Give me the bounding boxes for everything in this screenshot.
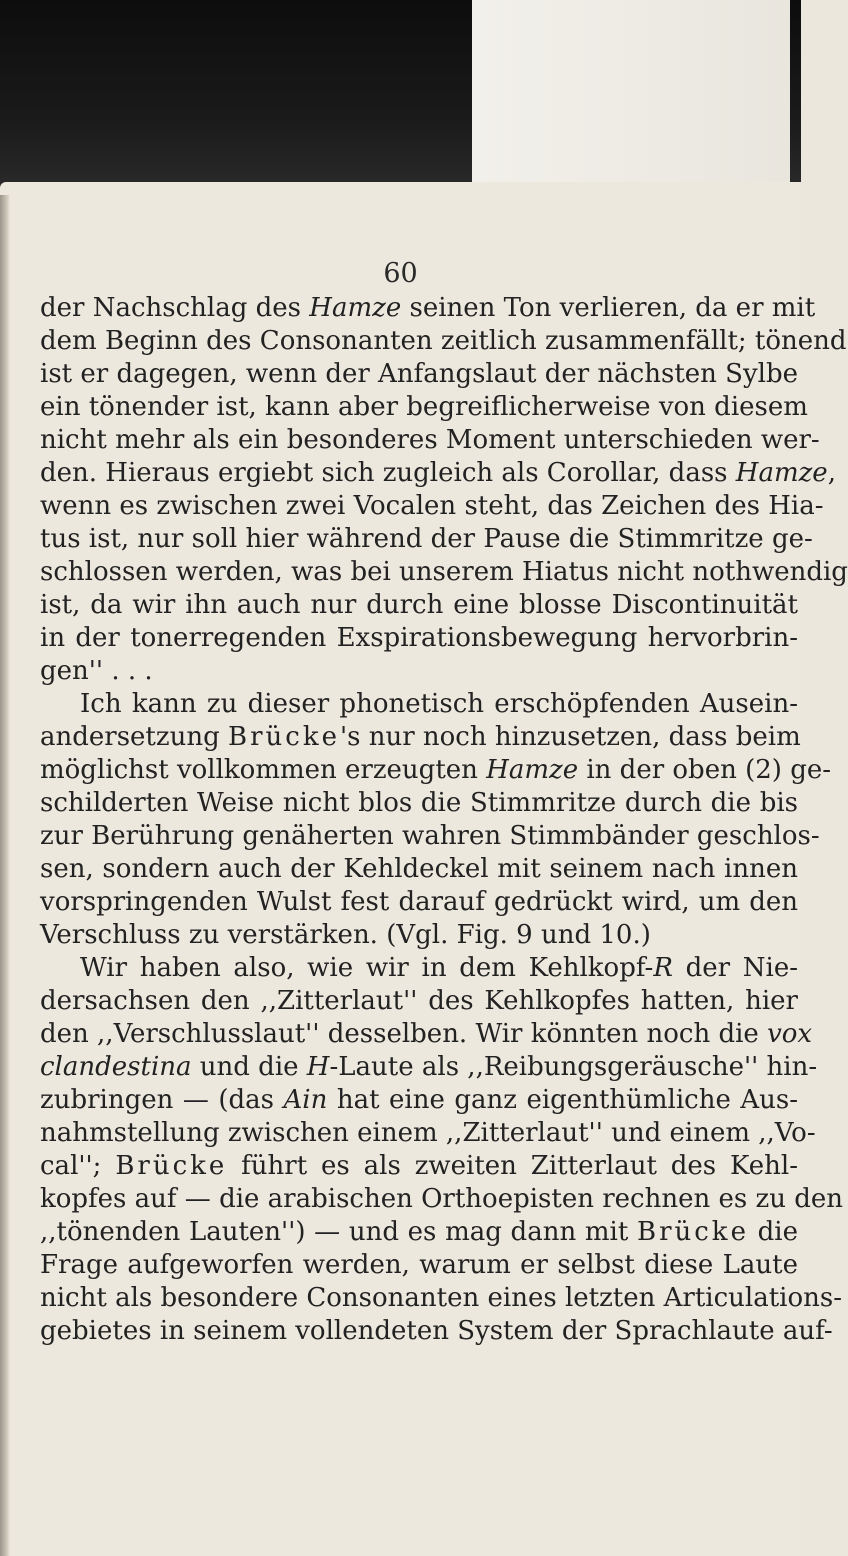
text-line [40, 292, 816, 325]
italic-term: H [306, 1052, 330, 1082]
text-line [40, 1084, 798, 1117]
text-line [40, 1282, 843, 1315]
italic-term: vox [767, 1019, 813, 1049]
spaced-name: Brücke [636, 1217, 749, 1247]
text-segment: , [827, 458, 836, 488]
text-segment: in der oben (2) ge- [578, 755, 832, 785]
text-segment: Verschluss zu verstärken. (Vgl. Fig. 9 und 10.) [40, 920, 651, 950]
text-segment: -Laute als ,,Reibungsgeräusche'' hin- [329, 1052, 818, 1082]
text-segment: seinen Ton verlieren, da er mit [401, 293, 816, 323]
text-segment: Frage aufgeworfen werden, warum er selbst diese Laute [40, 1250, 798, 1280]
text-segment: schlossen werden, was bei unserem Hiatus nicht nothwendig [40, 557, 848, 587]
spaced-name: Brücke [227, 722, 340, 752]
text-segment: ein tönender ist, kann aber begreiflicherweise von diesem [40, 392, 808, 422]
text-line [40, 325, 847, 358]
text-segment: der Nie- [672, 953, 798, 983]
text-segment: den. Hieraus ergiebt sich zugleich als Corollar, dass [40, 458, 736, 488]
text-segment: den ,,Verschlusslaut'' desselben. Wir könnten noch die [40, 1019, 768, 1049]
text-segment: nicht als besondere Consonanten eines letzten Articulations- [40, 1283, 843, 1313]
scan-light-background [472, 0, 790, 182]
text-segment: ist, da wir ihn auch nur durch eine blosse Discontinuität [40, 590, 798, 620]
text-segment: möglichst vollkommen erzeugten [40, 755, 487, 785]
text-segment: vorspringenden Wulst fest darauf gedrückt wird, um den [40, 887, 798, 917]
text-segment: 's nur noch hinzusetzen, dass beim [339, 722, 801, 752]
text-line [40, 622, 798, 655]
text-line [40, 1249, 798, 1282]
text-line [40, 1216, 798, 1249]
text-line [40, 457, 836, 490]
text-segment: cal''; [40, 1151, 116, 1181]
text-line [40, 919, 798, 952]
text-line [40, 952, 798, 985]
italic-term: Hamze [735, 458, 828, 488]
text-segment: ,,tönenden Lauten'') — und es mag dann mit [40, 1217, 637, 1247]
text-line [40, 886, 798, 919]
text-segment: Ich kann zu dieser phonetisch erschöpfenden Ausein- [80, 689, 798, 719]
text-segment: die [748, 1217, 798, 1247]
text-line [40, 1315, 833, 1348]
text-line [40, 358, 798, 391]
text-line [40, 523, 813, 556]
spaced-name: Brücke [115, 1151, 228, 1181]
text-segment: zubringen — (das [40, 1085, 284, 1115]
text-line [40, 985, 798, 1018]
text-segment: sen, sondern auch der Kehldeckel mit seinem nach innen [40, 854, 798, 884]
text-line [40, 424, 820, 457]
text-line [40, 655, 798, 688]
text-line [40, 820, 820, 853]
text-line [40, 589, 798, 622]
text-line [40, 391, 808, 424]
text-line [40, 490, 824, 523]
text-segment: schilderten Weise nicht blos die Stimmritze durch die bis [40, 788, 798, 818]
text-segment: führt es als zweiten Zitterlaut des Kehl- [227, 1151, 798, 1181]
text-segment: ist er dagegen, wenn der Anfangslaut der nächsten Sylbe [40, 359, 799, 389]
text-segment: der Nachschlag des [40, 293, 310, 323]
text-segment: andersetzung [40, 722, 228, 752]
text-line [40, 1183, 843, 1216]
text-line [40, 853, 798, 886]
text-segment: zur Berührung genäherten wahren Stimmbänder geschlos- [40, 821, 820, 851]
text-segment: wenn es zwischen zwei Vocalen steht, das Zeichen des Hia- [40, 491, 824, 521]
text-line [40, 1018, 813, 1051]
italic-term: R [653, 953, 673, 983]
text-line [40, 721, 801, 754]
body-text [40, 292, 848, 1348]
text-line [40, 787, 798, 820]
text-line [40, 688, 798, 721]
text-line [40, 556, 848, 589]
italic-term: Ain [283, 1085, 328, 1115]
text-segment: kopfes auf — die arabischen Orthoepisten rechnen es zu den [40, 1184, 843, 1214]
text-segment: nahmstellung zwischen einem ,,Zitterlaut'' und einem ,,Vo- [40, 1118, 816, 1148]
text-segment: dem Beginn des Consonanten zeitlich zusammenfällt; tönend [40, 326, 847, 356]
text-line [40, 754, 832, 787]
italic-term: Hamze [486, 755, 579, 785]
text-segment: in der tonerregenden Exspirationsbewegung hervorbrin- [40, 623, 798, 653]
text-segment: gebietes in seinem vollendeten System der Sprachlaute auf- [40, 1316, 833, 1346]
text-segment: und die [191, 1052, 307, 1082]
page-gutter-shadow [0, 195, 10, 1556]
text-line [40, 1117, 816, 1150]
text-segment: tus ist, nur soll hier während der Pause die Stimmritze ge- [40, 524, 813, 554]
text-line [40, 1150, 798, 1183]
text-segment: gen'' . . . [40, 656, 153, 686]
italic-term: clandestina [40, 1052, 192, 1082]
text-segment: dersachsen den ,,Zitterlaut'' des Kehlkopfes hatten, hier [40, 986, 798, 1016]
text-segment: nicht mehr als ein besonderes Moment unterschieden wer- [40, 425, 820, 455]
page-number: 60 [383, 258, 418, 289]
text-segment: hat eine ganz eigenthümliche Aus- [327, 1085, 799, 1115]
text-line [40, 1051, 818, 1084]
italic-term: Hamze [309, 293, 402, 323]
text-segment: Wir haben also, wie wir in dem Kehlkopf- [80, 953, 654, 983]
